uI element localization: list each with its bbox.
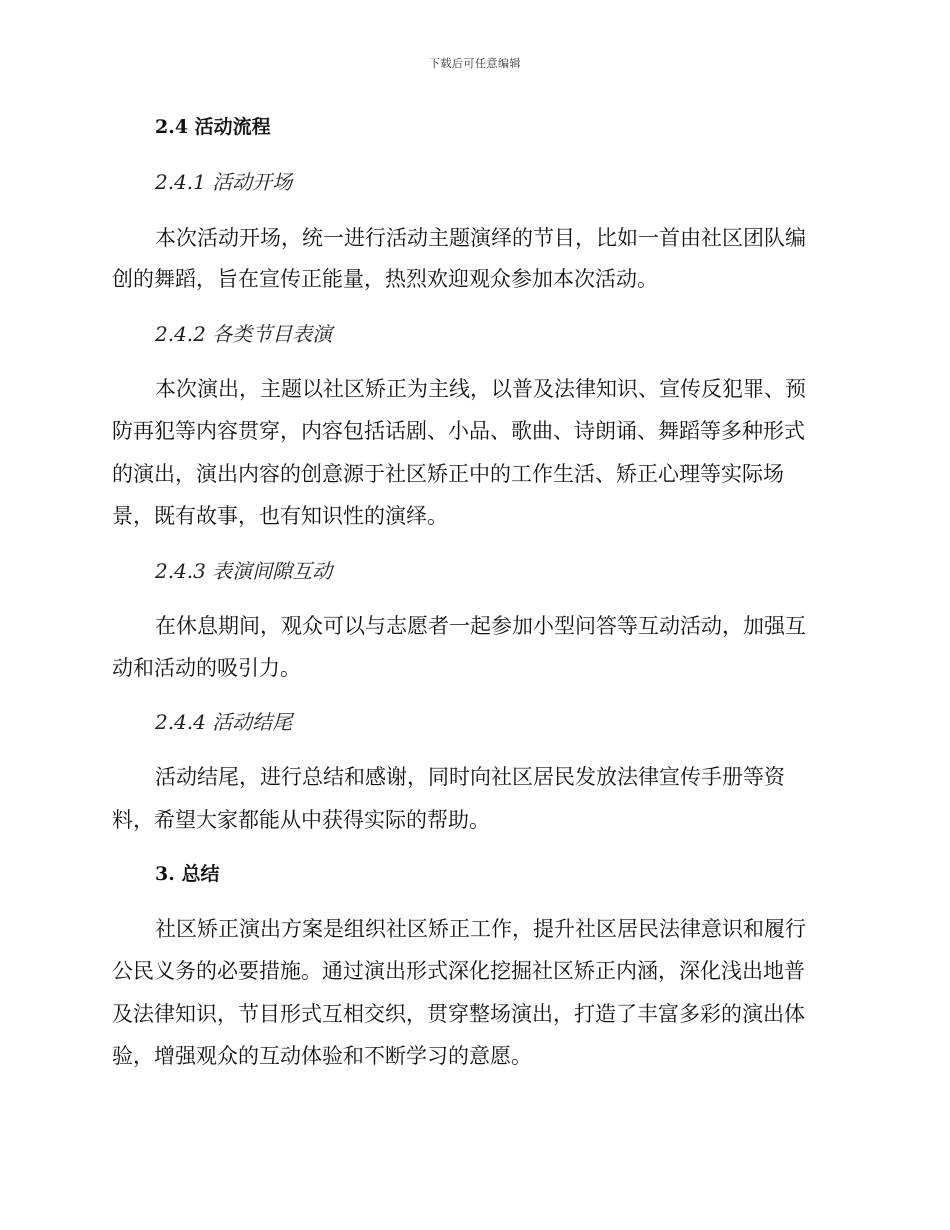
paragraph-line: 创的舞蹈，旨在宣传正能量，热烈欢迎观众参加本次活动。 (112, 267, 658, 291)
paragraph-line: 料，希望大家都能从中获得实际的帮助。 (112, 808, 490, 832)
page-header: 下载后可任意编辑 (429, 57, 521, 70)
paragraph-line: 社区矫正演出方案是组织社区矫正工作，提升社区居民法律意识和履行 (155, 917, 806, 941)
section-2-4-1-heading: 2.4.1 活动开场 (155, 170, 293, 194)
paragraph-line: 的演出，演出内容的创意源于社区矫正中的工作生活、矫正心理等实际场 (112, 462, 784, 486)
paragraph-line: 本次活动开场，统一进行活动主题演绎的节目，比如一首由社区团队编 (155, 226, 806, 250)
paragraph-line: 验，增强观众的互动体验和不断学习的意愿。 (112, 1044, 532, 1068)
paragraph-line: 在休息期间，观众可以与志愿者一起参加小型问答等互动活动，加强互 (155, 614, 806, 638)
paragraph-line: 活动结尾，进行总结和感谢，同时向社区居民发放法律宣传手册等资 (155, 765, 785, 789)
paragraph-line: 本次演出，主题以社区矫正为主线，以普及法律知识、宣传反犯罪、预 (155, 377, 806, 401)
section-2-4-heading: 2.4 活动流程 (155, 116, 271, 138)
paragraph-line: 防再犯等内容贯穿，内容包括话剧、小品、歌曲、诗朗诵、舞蹈等多种形式 (112, 419, 805, 443)
section-2-4-4-heading: 2.4.4 活动结尾 (155, 710, 293, 734)
section-2-4-2-heading: 2.4.2 各类节目表演 (155, 322, 333, 346)
section-3-heading: 3. 总结 (155, 863, 220, 885)
paragraph-line: 景，既有故事，也有知识性的演绎。 (112, 504, 448, 528)
paragraph-line: 公民义务的必要措施。通过演出形式深化挖掘社区矫正内涵，深化浅出地普 (112, 959, 805, 983)
section-2-4-3-heading: 2.4.3 表演间隙互动 (155, 559, 333, 583)
paragraph-line: 及法律知识，节目形式互相交织，贯穿整场演出，打造了丰富多彩的演出体 (112, 1002, 805, 1026)
paragraph-line: 动和活动的吸引力。 (112, 656, 301, 680)
